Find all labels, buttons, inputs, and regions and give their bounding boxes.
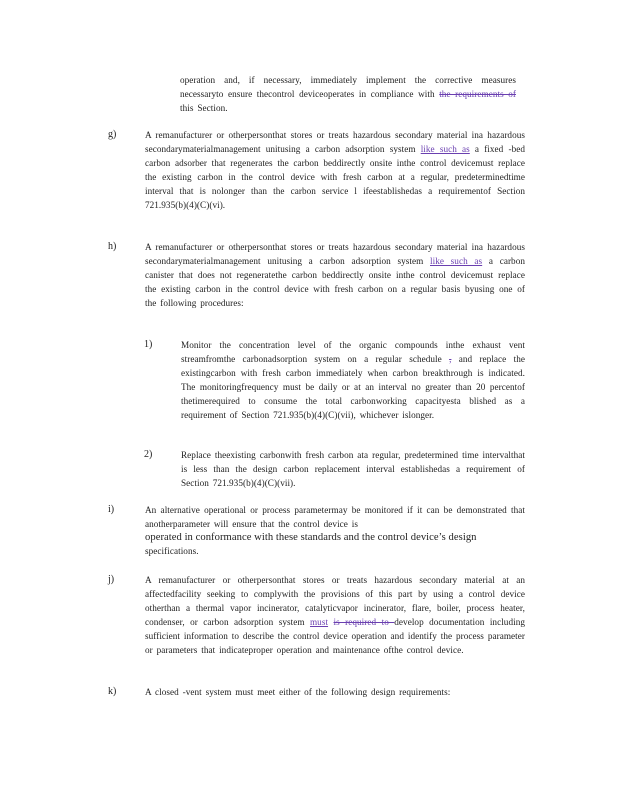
inserted-text: like such as	[430, 256, 483, 266]
paragraph-i-large	[145, 531, 531, 544]
paragraph-g	[145, 128, 525, 212]
paragraph-h	[145, 240, 525, 310]
subparagraph-2	[181, 448, 525, 490]
item-marker-h: h)	[108, 241, 117, 252]
paragraph-text: An alternative operational or process parametermay be monitored if it can be demonstrated that anotherparameter will ensure that the control device is	[145, 505, 525, 529]
paragraph-text: a carbon canister that does not regeneratethe carbon beddirectly onsite inthe control devicemust replace the existing carbon in the control device with fresh carbon on a regular basis byusing one of the following procedures:	[145, 256, 525, 308]
paragraph-k	[145, 685, 525, 699]
paragraph-text: this Section.	[180, 103, 228, 113]
paragraph-text: A remanufacturer or otherpersonthat stores or treats hazardous secondary material ina hazardous secondarymaterialmanagement unitusing a carbon adsorption system	[145, 242, 525, 266]
paragraph-text: develop documentation including sufficient information to describe the control device operation and identify the process parameter or parameters that indicateproper operation and maintenance ofthe control device.	[145, 617, 525, 655]
deleted-text: the requirements of	[439, 89, 516, 99]
deleted-text: ,	[449, 354, 452, 364]
item-marker-k: k)	[108, 686, 117, 697]
paragraph-i-end	[145, 544, 525, 558]
item-marker-j: j)	[108, 574, 115, 585]
paragraph-text: operation and, if necessary, immediately implement the corrective measures necessaryto ensure thecontrol deviceoperates in compliance with	[180, 75, 516, 99]
paragraph-text: a fixed -bed carbon adsorber that regenerates the carbon beddirectly onsite inthe control devicemust replace the existing carbon in the control device with fresh carbon at a regular, predeterminedtime interval that is nolonger than the carbon service l ifeestablishedas a requirementof Section 721.935(b)(4)(C)(vi).	[145, 144, 526, 210]
paragraph-text: A remanufacturer or otherpersonthat stores or treats hazardous secondary material at an affectedfacility seeking to complywith the provisions of this part by using a control device otherthan a thermal vapor incinerator, catalyticvapor incinerator, flare, boiler, process heater, condenser, or carbon adsorption system	[145, 575, 525, 627]
deleted-text: is required to	[333, 617, 395, 627]
paragraph-j	[145, 573, 525, 657]
subitem-marker-1: 1)	[144, 339, 153, 350]
paragraph-text: operated in conformance with these standards and the control device’s design	[145, 532, 477, 543]
inserted-text: must	[309, 617, 329, 627]
paragraph-text: specifications.	[145, 546, 199, 556]
paragraph-text: A closed -vent system must meet either of the following design requirements:	[145, 687, 451, 697]
paragraph-text: Replace theexisting carbonwith fresh carbon ata regular, predetermined time intervalthat is less than the design carbon replacement interval establishedas a requirement of Section 721.935(b)(4)(C)(vii).	[181, 450, 525, 488]
item-marker-g: g)	[108, 129, 117, 140]
item-marker-i: i)	[108, 504, 115, 515]
paragraph-text: A remanufacturer or otherpersonthat stores or treats hazardous secondary material ina hazardous secondarymaterialmanagement unitusing a carbon adsorption system	[145, 130, 525, 154]
paragraph-text: Monitor the concentration level of the organic compounds inthe exhaust vent streamfromthe carbonadsorption system on a regular schedule	[181, 340, 525, 364]
paragraph-i	[145, 503, 525, 531]
paragraph-text: and replace the existingcarbon with fresh carbon immediately when carbon breakthrough is indicated. The monitoringfrequency must be daily or at an interval no greater than 20 percentof thetimerequired to consume the total carbonworking capacityesta blished as a requirement of Section 721.935(b)(4)(C)(vii), whichever islonger.	[181, 354, 525, 420]
subparagraph-1	[181, 338, 525, 422]
inserted-text: like such as	[420, 144, 470, 154]
continuation-paragraph	[180, 73, 516, 115]
subitem-marker-2: 2)	[144, 449, 153, 460]
